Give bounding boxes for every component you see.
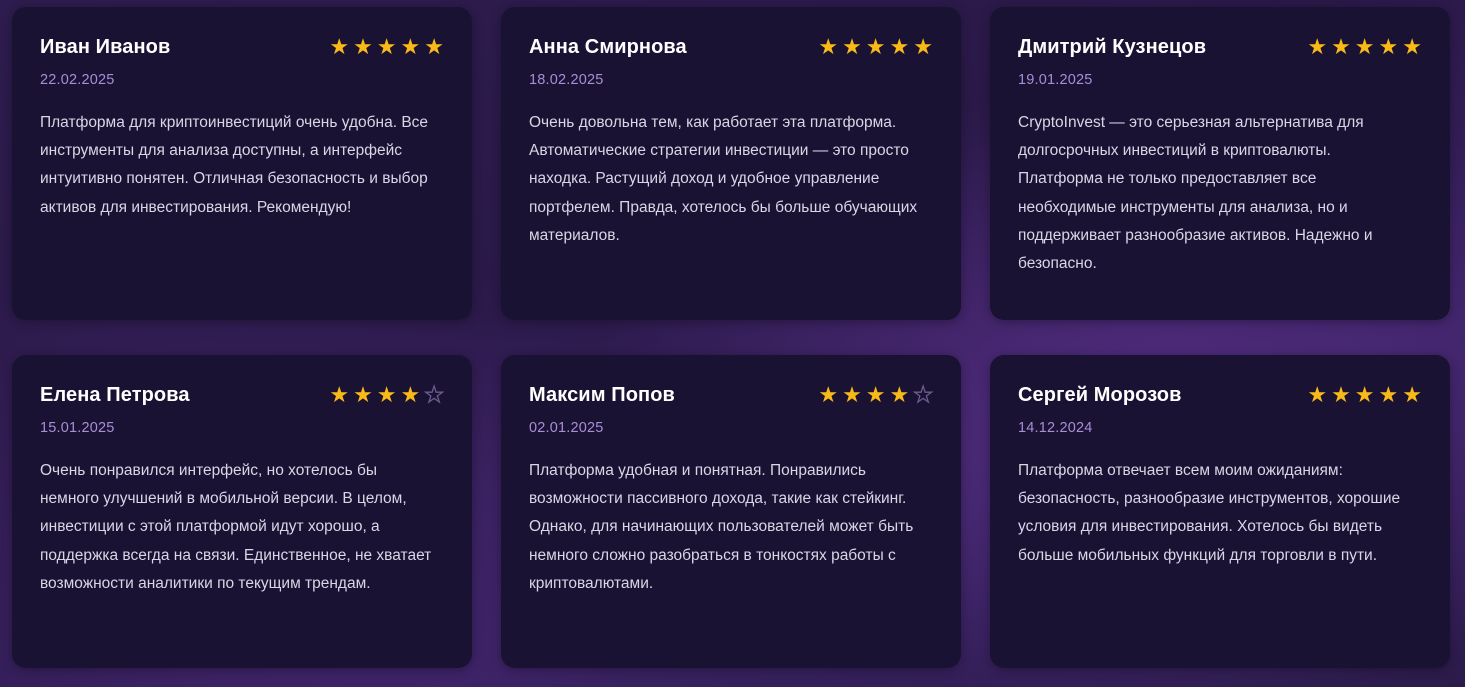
review-header bbox=[1018, 35, 1422, 59]
star-filled-icon: ★ bbox=[889, 34, 910, 59]
review-date: 02.01.2025 bbox=[529, 420, 604, 436]
star-filled-icon: ★ bbox=[329, 34, 350, 59]
star-filled-icon: ★ bbox=[842, 382, 862, 407]
star-filled-icon: ★ bbox=[376, 382, 397, 407]
review-header bbox=[1018, 383, 1422, 407]
star-filled-icon: ★ bbox=[818, 34, 839, 59]
review-card bbox=[12, 355, 472, 668]
star-filled-icon: ★ bbox=[842, 34, 862, 59]
review-author: Максим Попов bbox=[529, 384, 675, 406]
star-filled-icon: ★ bbox=[865, 34, 886, 59]
review-card bbox=[990, 7, 1450, 320]
review-text: CryptoInvest — это серьезная альтернатива для долгосрочных инвестиций в криптовалюты. Платформа не только предоставляет все необходимые инструменты для анализа, но и поддерживает разнообразие активов. Надежно и безопасно. bbox=[1018, 114, 1373, 273]
star-filled-icon: ★ bbox=[889, 382, 910, 407]
star-filled-icon: ★ bbox=[1307, 34, 1328, 59]
review-text: Очень понравился интерфейс, но хотелось бы немного улучшений в мобильной версии. В целом, инвестиции с этой платформой идут хорошо, а поддержка всегда на связи. Единственное, не хватает возможности аналитики по текущим трендам. bbox=[40, 462, 432, 592]
star-filled-icon: ★ bbox=[353, 34, 373, 59]
review-date: 15.01.2025 bbox=[40, 420, 115, 436]
review-card bbox=[12, 7, 472, 320]
star-filled-icon: ★ bbox=[1331, 34, 1351, 59]
review-date: 22.02.2025 bbox=[40, 72, 115, 88]
star-filled-icon: ★ bbox=[1354, 34, 1375, 59]
review-header bbox=[529, 35, 933, 59]
review-text: Платформа для криптоинвестиций очень удобна. Все инструменты для анализа доступны, а интерфейс интуитивно понятен. Отличная безопасность и выбор активов для инвестирования. Рекомендую! bbox=[40, 114, 429, 216]
rating-stars bbox=[818, 36, 933, 58]
review-author: Дмитрий Кузнецов bbox=[1018, 36, 1207, 58]
star-filled-icon: ★ bbox=[1378, 34, 1399, 59]
star-filled-icon: ★ bbox=[376, 34, 397, 59]
rating-stars bbox=[329, 36, 444, 58]
star-filled-icon: ★ bbox=[1402, 382, 1422, 407]
review-author: Иван Иванов bbox=[40, 36, 171, 58]
star-filled-icon: ★ bbox=[329, 382, 350, 407]
star-filled-icon: ★ bbox=[1354, 382, 1375, 407]
star-empty-icon: ★ bbox=[913, 382, 933, 407]
review-header bbox=[40, 383, 444, 407]
star-filled-icon: ★ bbox=[353, 382, 373, 407]
review-author: Анна Смирнова bbox=[529, 36, 687, 58]
review-header bbox=[40, 35, 444, 59]
review-card bbox=[501, 7, 961, 320]
star-filled-icon: ★ bbox=[913, 34, 933, 59]
star-filled-icon: ★ bbox=[1378, 382, 1399, 407]
star-filled-icon: ★ bbox=[865, 382, 886, 407]
star-filled-icon: ★ bbox=[424, 34, 444, 59]
rating-stars bbox=[1307, 384, 1422, 406]
star-empty-icon: ★ bbox=[424, 382, 444, 407]
review-date: 18.02.2025 bbox=[529, 72, 604, 88]
star-filled-icon: ★ bbox=[1331, 382, 1351, 407]
star-filled-icon: ★ bbox=[818, 382, 839, 407]
review-text: Платформа удобная и понятная. Понравились возможности пассивного дохода, такие как стейкинг. Однако, для начинающих пользователей может быть немного сложно разобраться в тонкостях работы с криптовалютами. bbox=[529, 462, 914, 592]
review-card bbox=[990, 355, 1450, 668]
review-date: 14.12.2024 bbox=[1018, 420, 1093, 436]
review-text: Очень довольна тем, как работает эта платформа. Автоматические стратегии инвестиции — это просто находка. Растущий доход и удобное управление портфелем. Правда, хотелось бы больше обучающих материалов. bbox=[529, 114, 918, 244]
rating-stars bbox=[329, 384, 444, 406]
review-text: Платформа отвечает всем моим ожиданиям: безопасность, разнообразие инструментов, хорошие условия для инвестирования. Хотелось бы видеть больше мобильных функций для торговли в пути. bbox=[1018, 462, 1401, 564]
rating-stars bbox=[1307, 36, 1422, 58]
review-date: 19.01.2025 bbox=[1018, 72, 1093, 88]
review-author: Елена Петрова bbox=[40, 384, 190, 406]
review-author: Сергей Морозов bbox=[1018, 384, 1182, 406]
rating-stars bbox=[818, 384, 933, 406]
star-filled-icon: ★ bbox=[1402, 34, 1422, 59]
review-header bbox=[529, 383, 933, 407]
star-filled-icon: ★ bbox=[400, 34, 421, 59]
star-filled-icon: ★ bbox=[400, 382, 421, 407]
review-card bbox=[501, 355, 961, 668]
star-filled-icon: ★ bbox=[1307, 382, 1328, 407]
